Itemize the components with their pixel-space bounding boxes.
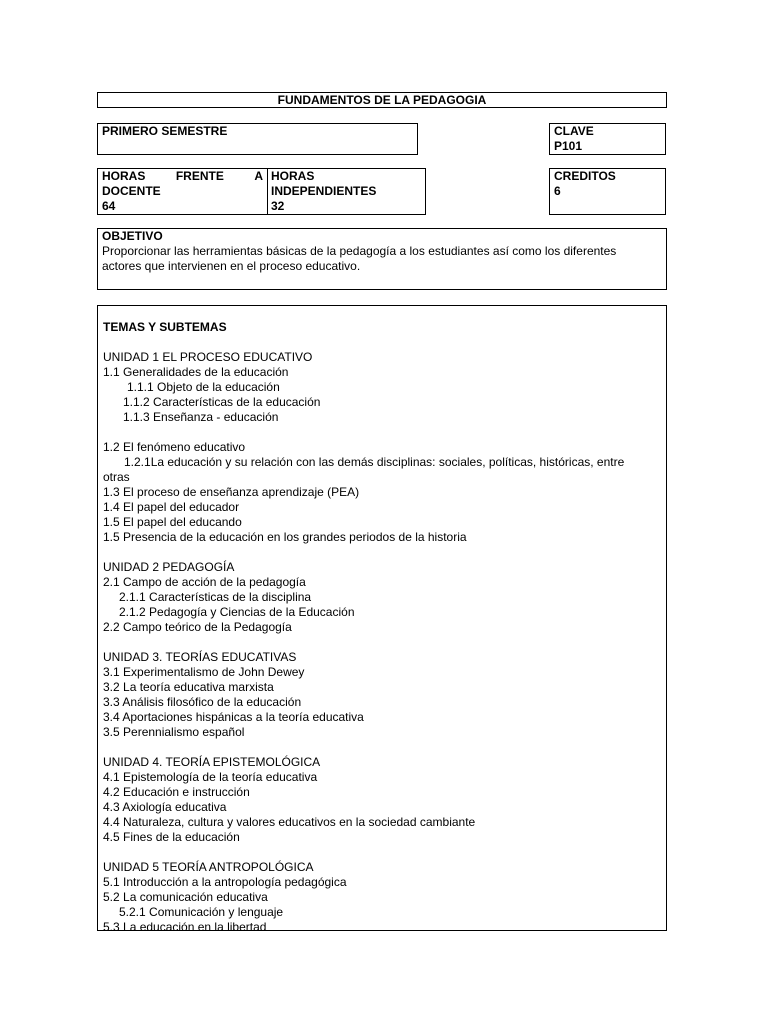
list-item: 1.1 Generalidades de la educación [103,365,289,379]
list-item: 1.2.1La educación y su relación con las demás disciplinas: sociales, políticas, históricas, entre [124,455,625,469]
objetivo-text-line2: actores que intervienen en el proceso educativo. [102,259,361,273]
clave-label: CLAVE [554,124,594,138]
list-item: 2.1 Campo de acción de la pedagogía [103,575,306,589]
semestre-box [97,123,418,155]
list-item: 5.2.1 Comunicación y lenguaje [119,905,284,919]
clave-value: P101 [554,139,583,153]
horas-independientes-value: 32 [271,199,285,213]
unit-1-title: UNIDAD 1 EL PROCESO EDUCATIVO [103,350,313,364]
list-item: 3.4 Aportaciones hispánicas a la teoría educativa [103,710,364,724]
unit-4-title: UNIDAD 4. TEORÍA EPISTEMOLÓGICA [103,755,321,769]
list-item: 1.1.2 Características de la educación [123,395,321,409]
temas-heading: TEMAS Y SUBTEMAS [103,320,227,334]
list-item: 4.2 Educación e instrucción [103,785,250,799]
unit-2-title: UNIDAD 2 PEDAGOGÍA [103,560,235,574]
objetivo-text-line1: Proporcionar las herramientas básicas de la pedagogía a los estudiantes así como los diferentes [102,244,617,258]
horas-independientes-cell [268,169,425,214]
clave-box [549,123,666,155]
list-item: 2.1.2 Pedagogía y Ciencias de la Educación [119,605,355,619]
horas-docente-cell [98,169,268,214]
list-item: 3.1 Experimentalismo de John Dewey [103,665,305,679]
unit-5-title: UNIDAD 5 TEORÍA ANTROPOLÓGICA [103,860,314,874]
horas-docente-word2: FRENTE [175,169,224,183]
list-item: 4.5 Fines de la educación [103,830,240,844]
list-item: 4.4 Naturaleza, cultura y valores educativos en la sociedad cambiante [103,815,476,829]
horas-independientes-label2: INDEPENDIENTES [271,184,377,198]
list-item: 2.2 Campo teórico de la Pedagogía [103,620,292,634]
list-item: 4.3 Axiología educativa [103,800,227,814]
list-item: 1.2 El fenómeno educativo [103,440,246,454]
course-title-box [97,92,667,108]
list-item: 1.5 El papel del educando [103,515,242,529]
horas-docente-word1: HORAS [102,169,146,183]
list-item: 3.2 La teoría educativa marxista [103,680,274,694]
list-item: 1.1.3 Enseñanza - educación [123,410,279,424]
creditos-label: CREDITOS [554,169,616,183]
list-item: 1.5 Presencia de la educación en los grandes periodos de la historia [103,530,467,544]
list-item: 5.3 La educación en la libertad [103,920,267,934]
list-item: 5.2 La comunicación educativa [103,890,268,904]
list-item: 2.1.1 Características de la disciplina [119,590,312,604]
creditos-value: 6 [554,184,561,198]
horas-independientes-label1: HORAS [271,169,315,183]
course-title: FUNDAMENTOS DE LA PEDAGOGIA [277,93,487,107]
list-item: 4.1 Epistemología de la teoría educativa [103,770,318,784]
creditos-box [549,168,666,215]
list-item: 5.1 Introducción a la antropología pedagógica [103,875,347,889]
list-item: 1.3 El proceso de enseñanza aprendizaje (PEA) [103,485,360,499]
objetivo-label: OBJETIVO [102,229,163,243]
unit-3-title: UNIDAD 3. TEORÍAS EDUCATIVAS [103,650,297,664]
list-item: otras [103,470,130,484]
temas-box [97,305,667,934]
list-item: 3.5 Perennialismo español [103,725,245,739]
horas-docente-value: 64 [102,199,116,213]
list-item: 1.1.1 Objeto de la educación [127,380,280,394]
horas-docente-line1 [102,169,263,184]
horas-docente-word3: A [254,169,263,183]
horas-docente-line2: DOCENTE [102,184,161,198]
list-item: 1.4 El papel del educador [103,500,240,514]
horas-box [97,168,426,215]
semestre-label: PRIMERO SEMESTRE [102,124,228,138]
objetivo-box [97,228,667,290]
list-item: 3.3 Análisis filosófico de la educación [103,695,302,709]
